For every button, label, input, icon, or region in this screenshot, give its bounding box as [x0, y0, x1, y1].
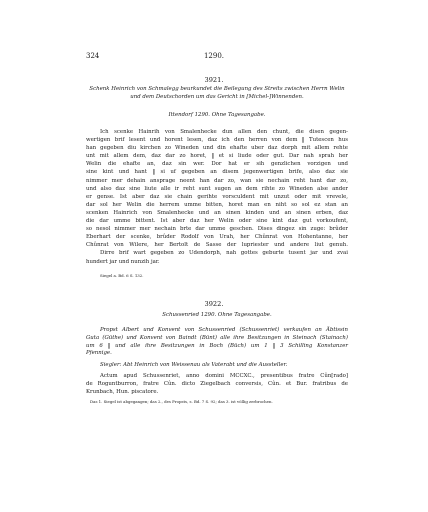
text-line: er gense. Ist aber daz sie chain gerihte vorsculdent mit unzut oder mit vrevele, [86, 193, 348, 200]
text-line: und also daz sine liute alle ir reht sunt sugen an dem rihte zo Wineden alse ander [86, 185, 348, 192]
regest-line: Pfennige. [86, 350, 112, 357]
text-line: de Roguntburron, fratre Cûn. dicto Ziegelbach conversis, Cûn. et Bur. fratribus de [86, 381, 348, 388]
document-text [86, 128, 348, 266]
text-line: Ich scenke Hainrih von Smalenhecke dun allen den chunt, die disen gegen- [100, 129, 348, 135]
text-line: wertigen brif lesent und horent lesen, daz ich den herren von dem ‖ Tutescen hus [86, 137, 348, 144]
page-number: 324 [86, 52, 100, 60]
text-line: Actum apud Schussenriet, anno domini MCCXC., presentibus fratre Cûn[rado] [100, 373, 348, 379]
text-line: scenken Hainrich von Smalenhecke und an sinen kinden und an sinen erben, daz [86, 209, 348, 216]
place-date: Ittendorf 1290. Ohne Tagesangabe. [168, 112, 266, 118]
text-line: sine kint und hant ‖ si uf gegeben an disem jegenwertigen brife, also daz sie [86, 169, 348, 176]
siegler-line: Siegler: Abt Heinrich von Weissenau als Vaterabt und die Aussteller. [100, 362, 288, 368]
text-line: han gegeben diu kirchen zo Wineden und din ehafte uber daz dorph mit allem rehte [86, 145, 348, 152]
place-date: Schussenried 1290. Ohne Tagesangabe. [162, 312, 272, 318]
regest-line: Propst Albert und Konvent von Schussenried (Schussenriet) verkaufen an Äbtissin [100, 327, 348, 333]
text-line: dar sol her Welin die herrem umme bitten, horet man en niht so sol ez stan an [86, 201, 348, 208]
regest-line: Guta (Güthe) und Konvent von Baindt (Bünt) alle ihre Besitzungen in Steinach (Stainach) [86, 334, 348, 341]
running-head-year: 1290. [203, 52, 225, 60]
seal-note: Das 1. Siegel ist abgegangen; das 2., des Propsts, s. Bd. 7 S. 92; das 3. ist völlig zerbrochen. [90, 399, 273, 404]
regest [86, 86, 348, 101]
text-line: nimmer mer dehain ansprage neent han dar zo, wan sie nechain reht hant dar zo, [86, 177, 348, 184]
text-line: Krunbach, Hun. piscatore. [86, 389, 159, 396]
regest-line: um 6 ‖ und alle ihre Besitzungen in Boch (Büch) um 1 ‖ 3 Schilling Konstanzer [86, 342, 348, 349]
text-line: Chûnrat von Wilere, her Bertolt de Sasse der lupriester und andere liut genuh. [86, 242, 348, 249]
regest-line: und dem Deutschorden um das Gericht in [Michel-]Winnenden. [130, 93, 304, 100]
text-line: Welin die ehafte an, daz sin wer. Dor hat er sih genzlichen vorzigen und [86, 161, 348, 168]
document-text [86, 372, 348, 396]
seal-note: Siegel a. Bd. 6 S. 132. [100, 273, 144, 278]
text-line: unt mit allem dem, daz dar zo horet, ‖ et si liude oder gut. Dar nah sprah her [86, 153, 348, 160]
document-number: 3922. [204, 300, 224, 308]
regest [86, 327, 348, 358]
text-line: hundert jar und nunzih jar. [86, 258, 160, 265]
document-number: 3921. [204, 76, 224, 84]
text-line: Eberhart der scenke, brûder Rodolf von Urah, her Chûnrat von Hohentanne, her [86, 234, 348, 241]
text-line: so nesol nimmer mer nechain brte dar umme geschen. Dises dingez sin zuge: brûder [86, 226, 348, 233]
text-line: die dar umme bittent. Ist aber daz her Welin oder sine kint daz gut vorkoufent, [86, 218, 348, 225]
regest-line: Schenk Heinrich von Schmalegg beurkundet die Beilegung des Streits zwischen Herrn Welin [89, 86, 345, 92]
text-line: Dirre brif wart gegeben zo Udendorph, nah gottes geburte tusent jar und zvai [100, 250, 348, 257]
